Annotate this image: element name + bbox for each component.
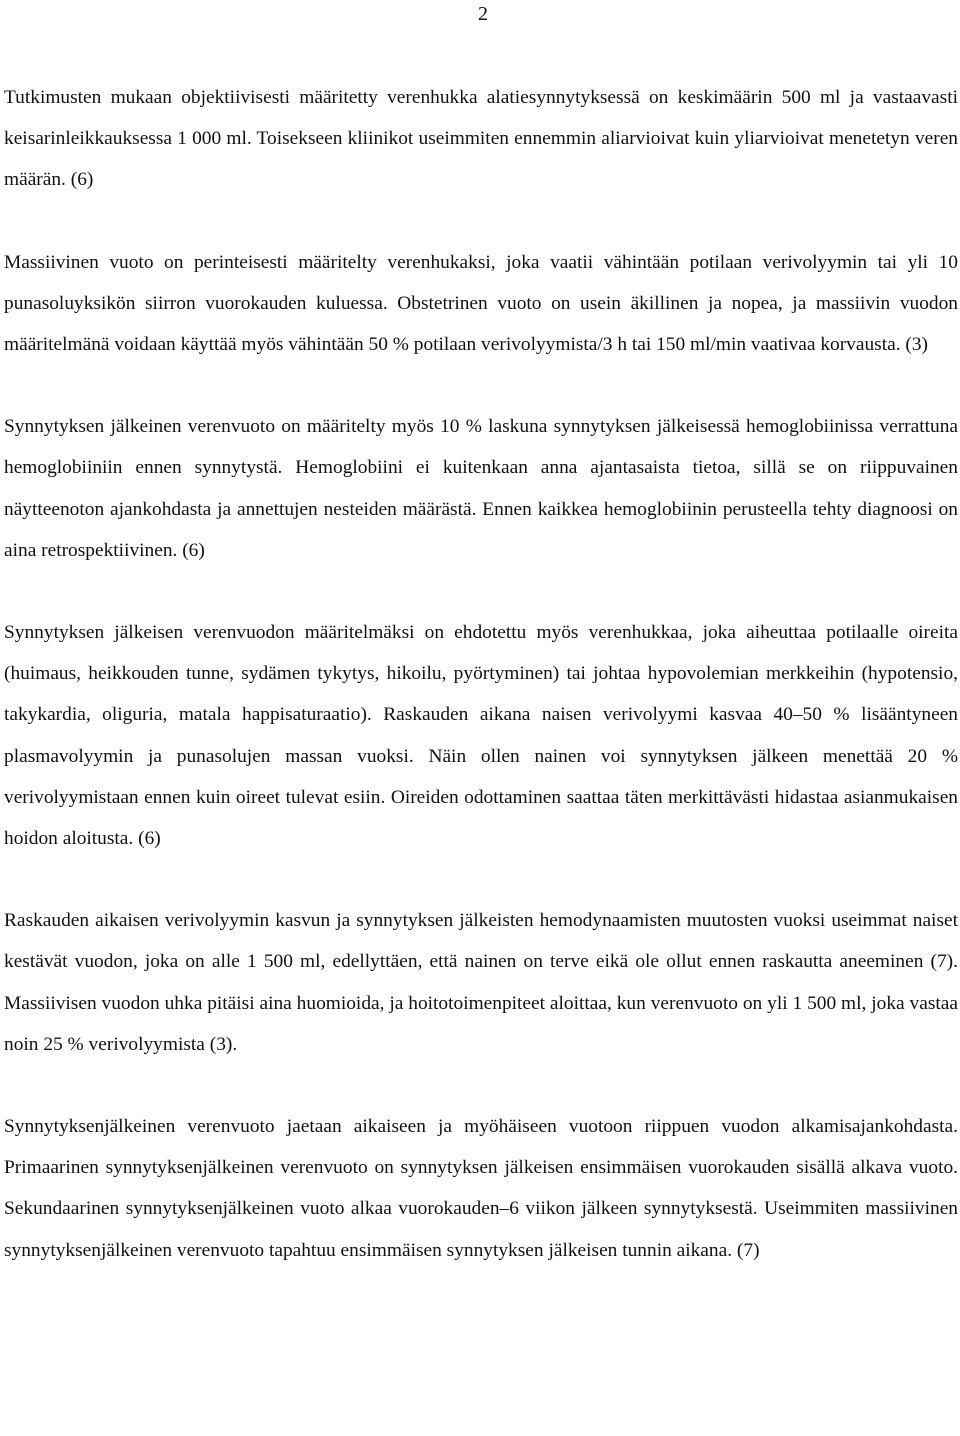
document-body <box>4 77 958 1271</box>
paragraph-volume-tolerance: Raskauden aikaisen verivolyymin kasvun ja synnytyksen jälkeisten hemodynaamisten muutosten vuoksi useimmat naiset kestävät vuodon, joka on alle 1 500 ml, edellyttäen, että nainen on terve eikä ole ollut ennen raskautta aneeminen (7). Massiivisen vuodon uhka pitäisi aina huomioida, ja hoitotoimenpiteet aloittaa, kun verenvuoto on yli 1 500 ml, joka vastaa noin 25 % verivolyymista (3). <box>4 910 958 1055</box>
paragraph-blood-loss-average: Tutkimusten mukaan objektiivisesti määritetty verenhukka alatiesynnytyksessä on keskimäärin 500 ml ja vastaavasti keisarinleikkauksessa 1 000 ml. Toisekseen kliinikot useimmiten ennemmin aliarvioivat kuin yliarvioivat menetetyn veren määrän. (6) <box>4 87 958 191</box>
paragraph-hemoglobin-definition: Synnytyksen jälkeinen verenvuoto on määritelty myös 10 % laskuna synnytyksen jälkeisessä hemoglobiinissa verrattuna hemoglobiiniin ennen synnytystä. Hemoglobiini ei kuitenkaan anna ajantasaista tietoa, sillä se on riippuvainen näytteenoton ajankohdasta ja annettujen nesteiden määrästä. Ennen kaikkea hemoglobiinin perusteella tehty diagnoosi on aina retrospektiivinen. (6) <box>4 416 958 561</box>
page-number-text: 2 <box>478 3 488 25</box>
paragraph-symptom-based-definition: Synnytyksen jälkeisen verenvuodon määritelmäksi on ehdotettu myös verenhukkaa, joka aiheuttaa potilaalle oireita (huimaus, heikkouden tunne, sydämen tykytys, hikoilu, pyörtyminen) tai johtaa hypovolemian merkkeihin (hypotensio, takykardia, oliguria, matala happisaturaatio). Raskauden aikana naisen verivolyymi kasvaa 40–50 % lisääntyneen plasmavolyymin ja punasolujen massan vuoksi. Näin ollen nainen voi synnytyksen jälkeen menettää 20 % verivolyymistaan ennen kuin oireet tulevat esiin. Oireiden odottaminen saattaa täten merkittävästi hidastaa asianmukaisen hoidon aloitusta. (6) <box>4 622 958 850</box>
page-number <box>0 2 960 26</box>
paragraph-primary-secondary-bleeding: Synnytyksenjälkeinen verenvuoto jaetaan aikaiseen ja myöhäiseen vuotoon riippuen vuodon alkamisajankohdasta. Primaarinen synnytyksenjälkeinen verenvuoto on synnytyksen jälkeisen ensimmäisen vuorokauden sisällä alkava vuoto. Sekundaarinen synnytyksenjälkeinen vuoto alkaa vuorokauden–6 viikon jälkeen synnytyksestä. Useimmiten massiivinen synnytyksenjälkeinen verenvuoto tapahtuu ensimmäisen synnytyksen jälkeisen tunnin aikana. (7) <box>4 1116 958 1261</box>
paragraph-massive-bleeding-definition: Massiivinen vuoto on perinteisesti määritelty verenhukaksi, joka vaatii vähintään potilaan verivolyymin tai yli 10 punasoluyksikön siirron vuorokauden kuluessa. Obstetrinen vuoto on usein äkillinen ja nopea, ja massiivin vuodon määritelmänä voidaan käyttää myös vähintään 50 % potilaan verivolyymista/3 h tai 150 ml/min vaativaa korvausta. (3) <box>4 251 958 356</box>
